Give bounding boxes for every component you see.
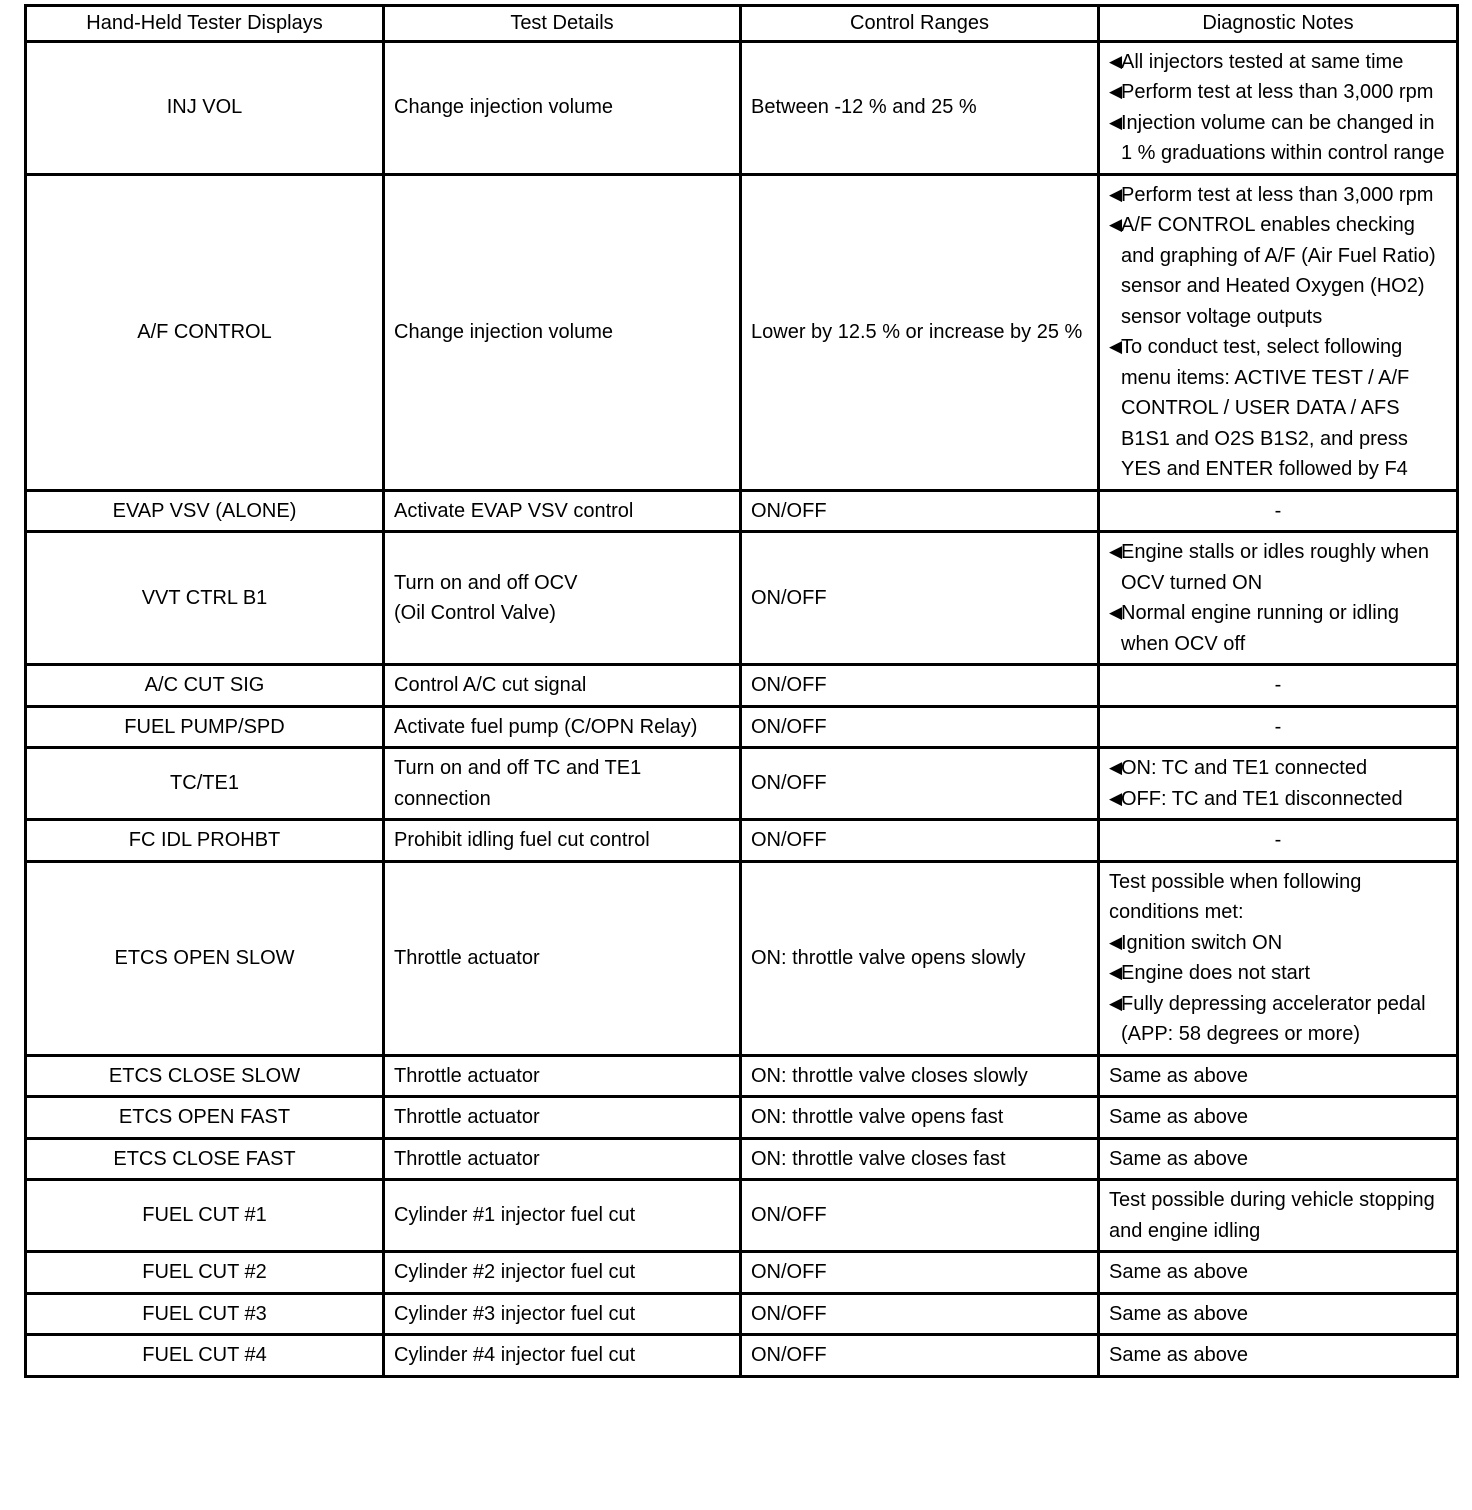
diagnostic-notes-cell: - <box>1099 490 1458 532</box>
test-details-cell <box>384 1138 741 1180</box>
test-details-cell <box>384 1252 741 1294</box>
note-text: Test possible when following conditions met: <box>1109 870 1362 923</box>
tester-display-cell: INJ VOL <box>26 41 384 174</box>
test-details-cell <box>384 665 741 707</box>
test-detail-text: Activate EVAP VSV control <box>394 499 634 522</box>
note-bullet-item <box>1109 753 1447 784</box>
note-text: To conduct test, select following menu items: ACTIVE TEST / A/F CONTROL / USER DATA / AFS B1S1 and O2S B1S2, and press YES and ENTER followed by F4 <box>1121 336 1410 480</box>
control-range-cell: Lower by 12.5 % or increase by 25 % <box>741 174 1099 490</box>
test-detail-text: Throttle actuator <box>394 1147 540 1170</box>
table-row <box>26 1180 1458 1252</box>
left-arrow-bullet-icon: ◀ <box>1109 337 1117 356</box>
note-text: A/F CONTROL enables checking and graphing of A/F (Air Fuel Ratio) sensor and Heated Oxygen (HO2) sensor voltage outputs <box>1121 214 1436 328</box>
tester-display-cell: VVT CTRL B1 <box>26 532 384 665</box>
control-range-cell: Between -12 % and 25 % <box>741 41 1099 174</box>
control-range-cell: ON/OFF <box>741 1180 1099 1252</box>
note-text: Engine does not start <box>1121 962 1311 984</box>
note-text: Engine stalls or idles roughly when OCV turned ON <box>1121 541 1429 594</box>
diagnostic-notes-cell <box>1099 1335 1458 1377</box>
left-arrow-bullet-icon: ◀ <box>1109 932 1117 952</box>
test-details-cell <box>384 1055 741 1097</box>
test-detail-text: Activate fuel pump (C/OPN Relay) <box>394 715 698 738</box>
test-details-cell <box>384 532 741 665</box>
control-range-cell: ON: throttle valve opens fast <box>741 1097 1099 1139</box>
note-text: Same as above <box>1109 1106 1248 1128</box>
note-text: Test possible during vehicle stopping and engine idling <box>1109 1189 1435 1242</box>
test-detail-text: Cylinder #4 injector fuel cut <box>394 1344 636 1366</box>
note-text: Fully depressing accelerator pedal (APP: 58 degrees or more) <box>1121 992 1426 1045</box>
diagnostic-notes-cell <box>1099 1180 1458 1252</box>
note-block <box>1109 1144 1447 1175</box>
test-detail-text: Control A/C cut signal <box>394 674 587 696</box>
header-diagnostic-notes: Diagnostic Notes <box>1099 6 1458 42</box>
tester-display-cell: FUEL CUT #1 <box>26 1180 384 1252</box>
note-block <box>1109 753 1447 814</box>
left-arrow-bullet-icon: ◀ <box>1109 993 1117 1013</box>
note-text: Perform test at less than 3,000 rpm <box>1121 183 1434 206</box>
left-arrow-bullet-icon: ◀ <box>1109 963 1117 982</box>
test-detail-text: Throttle actuator <box>394 1106 540 1128</box>
tester-display-cell: FUEL CUT #4 <box>26 1335 384 1377</box>
note-bullet-item <box>1109 47 1447 78</box>
diagnostic-notes-cell <box>1099 41 1458 174</box>
tester-display-cell: FC IDL PROHBT <box>26 820 384 862</box>
control-range-cell: ON/OFF <box>741 1335 1099 1377</box>
diagnostic-notes-cell <box>1099 1293 1458 1335</box>
test-details-cell <box>384 1335 741 1377</box>
table-row <box>26 748 1458 820</box>
note-text: Same as above <box>1109 1344 1248 1366</box>
table-row <box>26 1252 1458 1294</box>
test-details-cell <box>384 706 741 748</box>
diagnostic-notes-cell <box>1099 748 1458 820</box>
table-row <box>26 820 1458 862</box>
left-arrow-bullet-icon: ◀ <box>1109 788 1117 808</box>
note-text: Same as above <box>1109 1147 1248 1170</box>
diagnostic-notes-cell <box>1099 532 1458 665</box>
header-control-ranges: Control Ranges <box>741 6 1099 42</box>
note-block <box>1109 1185 1447 1246</box>
test-detail-text: Cylinder #2 injector fuel cut <box>394 1261 636 1283</box>
diagnostic-notes-cell: - <box>1099 665 1458 707</box>
table-row <box>26 1138 1458 1180</box>
note-bullet-item <box>1109 598 1447 659</box>
note-text: OFF: TC and TE1 disconnected <box>1121 787 1403 810</box>
note-text: Same as above <box>1109 1261 1248 1283</box>
note-block <box>1109 1340 1447 1371</box>
note-bullet-item <box>1109 210 1447 332</box>
left-arrow-bullet-icon: ◀ <box>1109 758 1117 777</box>
note-block <box>1109 1102 1447 1133</box>
note-text: Perform test at less than 3,000 rpm <box>1121 81 1434 103</box>
test-details-cell <box>384 41 741 174</box>
table-row <box>26 1335 1458 1377</box>
note-text: Same as above <box>1109 1064 1248 1087</box>
test-detail-text: Turn on and off TC and TE1 connection <box>394 757 642 810</box>
diagnostic-notes-cell <box>1099 174 1458 490</box>
note-block <box>1109 1061 1447 1092</box>
note-text: Normal engine running or idling when OCV off <box>1121 602 1399 655</box>
table-row <box>26 174 1458 490</box>
test-detail-text: (Oil Control Valve) <box>394 602 556 624</box>
table-body <box>26 41 1458 1376</box>
test-details-cell <box>384 490 741 532</box>
note-block <box>1109 1299 1447 1330</box>
test-detail-text: Prohibit idling fuel cut control <box>394 829 650 851</box>
control-range-cell: ON: throttle valve opens slowly <box>741 861 1099 1055</box>
table-row <box>26 1097 1458 1139</box>
test-detail-text: Throttle actuator <box>394 1064 540 1087</box>
active-test-table <box>24 4 1459 1378</box>
test-detail-text: Throttle actuator <box>394 946 540 969</box>
test-detail-text: Cylinder #3 injector fuel cut <box>394 1302 636 1325</box>
control-range-cell: ON: throttle valve closes fast <box>741 1138 1099 1180</box>
tester-display-cell: ETCS CLOSE SLOW <box>26 1055 384 1097</box>
left-arrow-bullet-icon: ◀ <box>1109 51 1117 71</box>
tester-display-cell: FUEL CUT #2 <box>26 1252 384 1294</box>
left-arrow-bullet-icon: ◀ <box>1109 112 1117 132</box>
control-range-cell: ON/OFF <box>741 490 1099 532</box>
note-bullet-item <box>1109 928 1447 959</box>
test-details-cell <box>384 748 741 820</box>
table-row <box>26 490 1458 532</box>
left-arrow-bullet-icon: ◀ <box>1109 82 1117 101</box>
diagnostic-notes-cell <box>1099 1252 1458 1294</box>
control-range-cell: ON/OFF <box>741 532 1099 665</box>
tester-display-cell: FUEL CUT #3 <box>26 1293 384 1335</box>
header-tester-displays: Hand-Held Tester Displays <box>26 6 384 42</box>
test-detail-text: Change injection volume <box>394 320 614 343</box>
test-details-cell <box>384 820 741 862</box>
tester-display-cell: TC/TE1 <box>26 748 384 820</box>
test-detail-text: Turn on and off OCV <box>394 571 578 594</box>
note-block <box>1109 867 1447 1050</box>
note-bullet-item <box>1109 958 1447 989</box>
table-row <box>26 665 1458 707</box>
table-row <box>26 1293 1458 1335</box>
note-block <box>1109 180 1447 485</box>
tester-display-cell: ETCS OPEN FAST <box>26 1097 384 1139</box>
table-row <box>26 706 1458 748</box>
tester-display-cell: A/C CUT SIG <box>26 665 384 707</box>
note-text: Injection volume can be changed in 1 % graduations within control range <box>1121 111 1445 164</box>
header-test-details: Test Details <box>384 6 741 42</box>
note-bullet-item <box>1109 784 1447 815</box>
control-range-cell: ON/OFF <box>741 820 1099 862</box>
test-details-cell <box>384 1180 741 1252</box>
note-block <box>1109 47 1447 169</box>
note-bullet-item <box>1109 537 1447 598</box>
control-range-cell: ON: throttle valve closes slowly <box>741 1055 1099 1097</box>
diagnostic-notes-cell <box>1099 861 1458 1055</box>
header-row <box>26 6 1458 42</box>
test-details-cell <box>384 1097 741 1139</box>
diagnostic-notes-cell <box>1099 1097 1458 1139</box>
diagnostic-notes-cell: - <box>1099 706 1458 748</box>
note-block <box>1109 1257 1447 1288</box>
note-text: ON: TC and TE1 connected <box>1121 757 1368 779</box>
tester-display-cell: ETCS CLOSE FAST <box>26 1138 384 1180</box>
control-range-cell: ON/OFF <box>741 748 1099 820</box>
table-row <box>26 41 1458 174</box>
note-bullet-item <box>1109 332 1447 485</box>
note-bullet-item <box>1109 108 1447 169</box>
control-range-cell: ON/OFF <box>741 665 1099 707</box>
tester-display-cell: A/F CONTROL <box>26 174 384 490</box>
diagnostic-notes-cell <box>1099 1138 1458 1180</box>
diagnostic-notes-cell: - <box>1099 820 1458 862</box>
tester-display-cell: ETCS OPEN SLOW <box>26 861 384 1055</box>
table-row <box>26 861 1458 1055</box>
note-text: All injectors tested at same time <box>1121 50 1404 73</box>
test-details-cell <box>384 861 741 1055</box>
left-arrow-bullet-icon: ◀ <box>1109 603 1117 622</box>
table-row <box>26 1055 1458 1097</box>
note-bullet-item <box>1109 77 1447 108</box>
note-text: Ignition switch ON <box>1121 931 1283 954</box>
control-range-cell: ON/OFF <box>741 1293 1099 1335</box>
test-detail-text: Cylinder #1 injector fuel cut <box>394 1204 636 1227</box>
left-arrow-bullet-icon: ◀ <box>1109 215 1117 234</box>
tester-display-cell: FUEL PUMP/SPD <box>26 706 384 748</box>
note-bullet-item <box>1109 989 1447 1050</box>
tester-display-cell: EVAP VSV (ALONE) <box>26 490 384 532</box>
note-text: Same as above <box>1109 1302 1248 1325</box>
control-range-cell: ON/OFF <box>741 1252 1099 1294</box>
test-details-cell <box>384 1293 741 1335</box>
table-row <box>26 532 1458 665</box>
note-bullet-item <box>1109 180 1447 211</box>
left-arrow-bullet-icon: ◀ <box>1109 184 1117 204</box>
left-arrow-bullet-icon: ◀ <box>1109 542 1117 561</box>
test-detail-text: Change injection volume <box>394 96 614 119</box>
diagnostic-notes-cell <box>1099 1055 1458 1097</box>
control-range-cell: ON/OFF <box>741 706 1099 748</box>
note-block <box>1109 537 1447 659</box>
test-details-cell <box>384 174 741 490</box>
